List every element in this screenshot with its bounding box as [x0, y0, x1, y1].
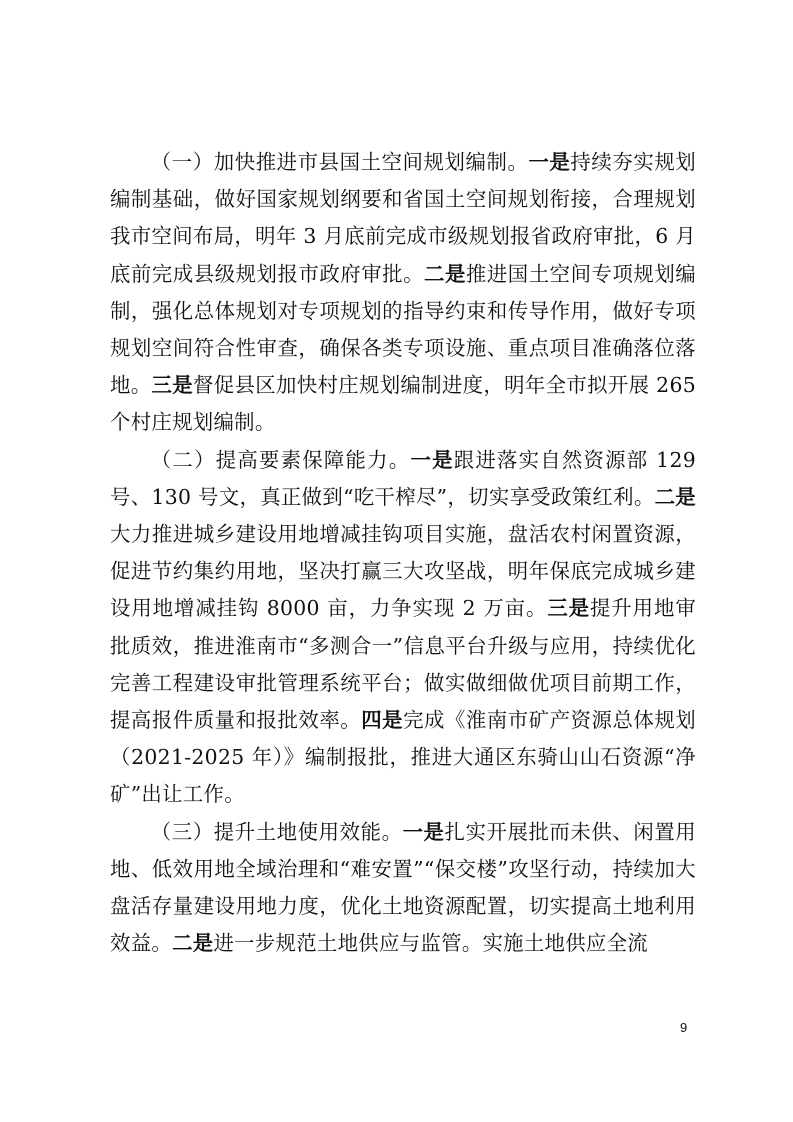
- emphasis-lead: 三是: [547, 596, 590, 621]
- paragraph-planning: [110, 144, 696, 442]
- text-run: （三）提升土地使用效能。: [150, 819, 403, 844]
- text-run: （一）加快推进市县国土空间规划编制。: [150, 150, 529, 174]
- emphasis-lead: 二是: [654, 484, 696, 509]
- text-run: 提升用地审批质效，推进淮南市“多测合一”信息平台升级与应用，持续优化完善工程建设审批管理系统平台；做实做细做优项目前期工作，提高报件质量和报批效率。: [110, 596, 697, 733]
- emphasis-lead: 一是: [528, 150, 571, 174]
- text-run: 扎实开展批而未供、闲置用地、低效用地全域治理和“难安置”“保交楼”攻坚行动，持续加大盘活存量建设用地力度，优化土地资源配置，切实提高土地利用效益。: [110, 819, 696, 956]
- text-run: （二）提高要素保障能力。: [150, 447, 411, 472]
- text-run: 推进国土空间专项规划编制，强化总体规划对专项规划的指导约束和传导作用，做好专项规划空间符合性审查，确保各类专项设施、重点项目准确落位落地。: [110, 261, 696, 398]
- emphasis-lead: 二是: [424, 261, 466, 286]
- emphasis-lead: 二是: [172, 931, 214, 956]
- paragraph-factor-guarantee: [110, 442, 696, 814]
- text-run: 进一步规范土地供应与监管。实施土地供应全流: [213, 931, 648, 956]
- text-run: 督促县区加快村庄规划编制进度，明年全市拟开展 265 个村庄规划编制。: [110, 373, 697, 435]
- emphasis-lead: 一是: [402, 819, 445, 844]
- paragraph-land-efficiency: [110, 814, 696, 963]
- text-run: 大力推进城乡建设用地增减挂钩项目实施，盘活农村闲置资源，促进节约集约用地，坚决打赢三大攻坚战，明年保底完成城乡建设用地增减挂钩 8000 亩，力争实现 2 万亩。: [110, 522, 696, 621]
- page-number: 9: [680, 1020, 688, 1035]
- text-run: 跟进落实自然资源部 129 号、130 号文，真正做到“吃干榨尽”，切实享受政策红利。: [110, 447, 696, 509]
- emphasis-lead: 一是: [410, 447, 454, 472]
- body-text: [110, 144, 696, 962]
- text-run: 持续夯实规划编制基础，做好国家规划纲要和省国土空间规划衔接，合理规划我市空间布局，明年 3 月底前完成市级规划报省政府审批，6 月底前完成县级规划报市政府审批。: [110, 150, 696, 286]
- emphasis-lead: 四是: [361, 708, 404, 733]
- text-run: 完成《淮南市矿产资源总体规划（2021-2025 年）》编制报批，推进大通区东骑山山石资源“净矿”出让工作。: [110, 708, 696, 807]
- emphasis-lead: 三是: [151, 373, 193, 398]
